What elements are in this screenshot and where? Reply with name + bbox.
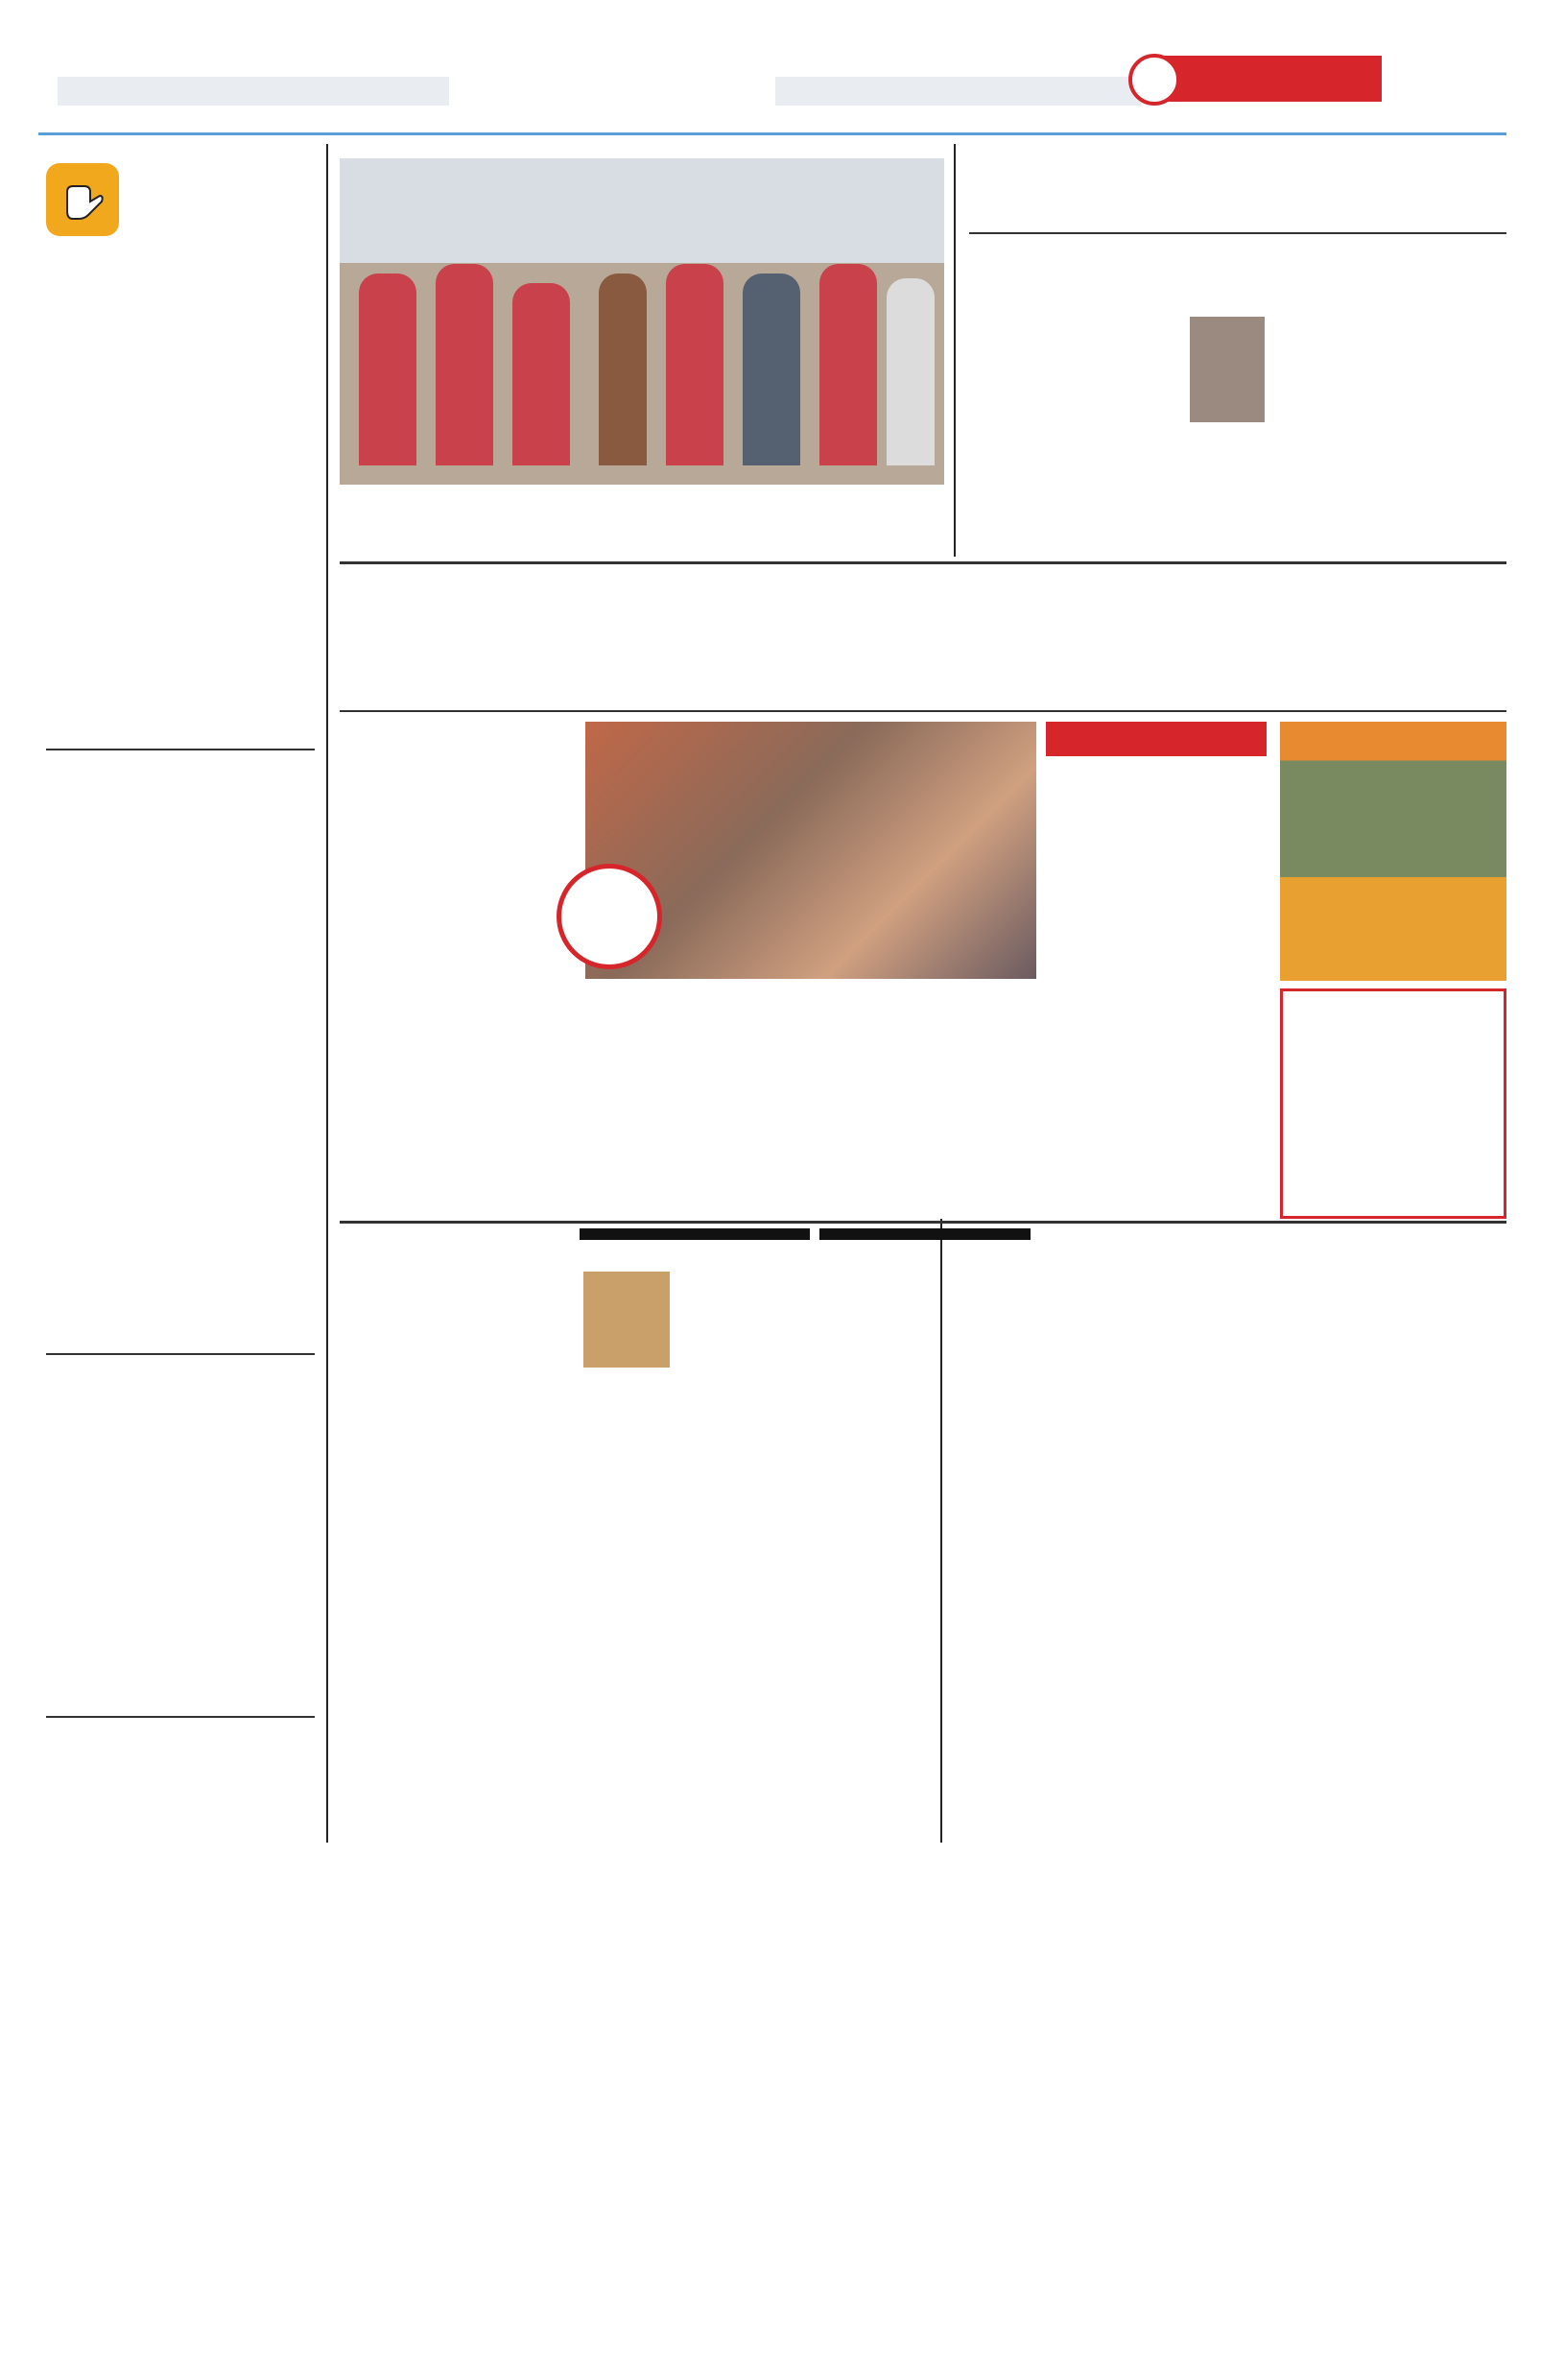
section-divider [340, 561, 1506, 564]
eligibility-title [819, 1228, 1031, 1240]
achievement-path-title [1046, 722, 1267, 756]
story-divider [969, 232, 1506, 234]
achievement-path-text [1046, 766, 1267, 1457]
kiru-story-4 [46, 1756, 315, 1843]
madikeri-story-col2 [1276, 242, 1506, 554]
udupi-lead [340, 720, 580, 931]
udupi-body-2 [340, 998, 570, 1286]
digantha-stamp-icon [557, 864, 662, 969]
udupi-body-1 [580, 987, 810, 1222]
kiru-story-2 [46, 835, 315, 1344]
sports-team-photo [340, 158, 944, 485]
column-divider [326, 144, 328, 1843]
loan-howto-text [676, 1269, 810, 1461]
coins-photo [583, 1272, 670, 1368]
kiru-divider [46, 1353, 315, 1355]
sports-photo-caption [340, 491, 944, 553]
hand-gesture-icon [46, 163, 119, 236]
section-title [449, 61, 775, 131]
kiru-divider [46, 1716, 315, 1718]
official-portrait-photo [1190, 317, 1265, 422]
delhi-awardees-text [1291, 1005, 1496, 1178]
pm-svanidhi-photo [1280, 722, 1506, 981]
kiru-story-3 [46, 1401, 315, 1708]
kiru-divider [46, 749, 315, 750]
header-rule [38, 132, 1506, 135]
eligibility-text [819, 1269, 1031, 1461]
delhi-awardees-box [1280, 988, 1506, 1219]
section-divider [340, 1221, 1506, 1224]
masthead-emblem-icon [1128, 54, 1180, 106]
kiru-story-1 [46, 326, 315, 739]
loan-howto-title [580, 1228, 810, 1240]
section-divider [340, 710, 1506, 712]
column-divider [954, 144, 956, 557]
